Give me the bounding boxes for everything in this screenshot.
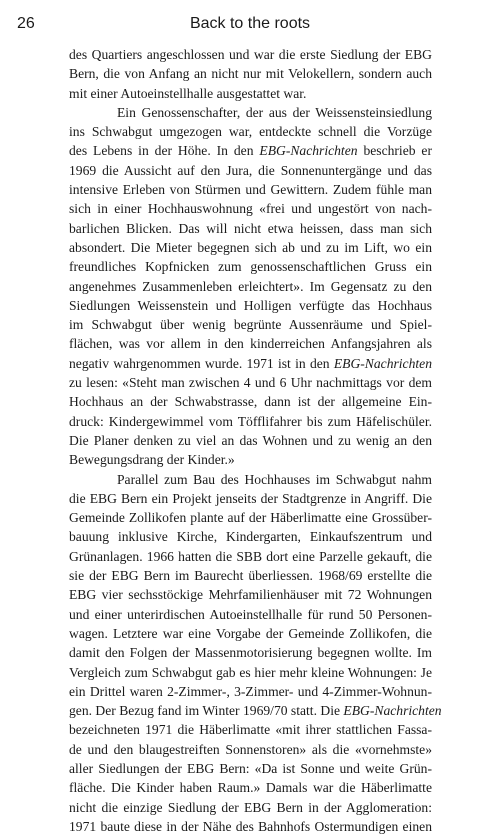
text-line-content: die EBG Bern ein Projekt jenseits der Stadtgrenze in Angriff. Die [69, 490, 432, 506]
text-line [69, 798, 432, 817]
body-text [69, 45, 442, 836]
text-line [69, 334, 432, 353]
text-line-content: de und den blaugestreiften Sonnenstoren» als die «vornehmste» [69, 741, 432, 757]
text-line [69, 373, 432, 392]
text-line [69, 547, 432, 566]
text-line [69, 701, 442, 720]
text-line [69, 277, 432, 296]
text-line-content: Die Planer denken zu viel an das Wohnen und zu wenig an den [69, 432, 432, 448]
text-line [69, 740, 432, 759]
text-line-content: gen. Der Bezug fand im Winter 1969/70 statt. Die [69, 703, 344, 719]
text-line [69, 643, 432, 662]
text-line [69, 161, 432, 180]
page-number: 26 [17, 15, 35, 32]
text-line [69, 663, 432, 682]
text-line-content: 1971 baute diese in der Nähe des Bahnhofs Ostermundigen einen [69, 818, 432, 834]
text-line-continuation: beschrieb er [357, 143, 432, 159]
text-line [69, 45, 432, 64]
text-line-content: wagen. Letztere war eine Vorgabe der Gemeinde Zollikofen, die [69, 625, 432, 641]
text-line-content: Hochhaus an der Schwabstrasse, dann ist der allgemeine Ein- [69, 394, 432, 410]
text-line-content: Bewegungsdrang der Kinder.» [69, 452, 235, 468]
text-line-content: intensive Erleben von Stürmen und Gewittern. Zudem fühle man [69, 182, 432, 198]
text-line-content: des Lebens in der Höhe. In den [69, 143, 260, 159]
text-line [69, 624, 432, 643]
text-line [69, 682, 432, 701]
text-line [69, 470, 432, 489]
text-line [69, 257, 432, 276]
text-line [69, 141, 432, 160]
text-line-content: barlichen Blicken. Das will nicht etwa heissen, dass man sich [69, 220, 432, 236]
text-line [69, 720, 432, 739]
text-line [69, 412, 432, 431]
text-line-content: Ein Genossenschafter, der aus der Weissensteinsiedlung [117, 104, 432, 120]
text-line-content: absondert. Die Mieter begegnen sich ab und zu im Lift, wo ein [69, 239, 432, 255]
text-line-content: EBG vier sechsstöckige Mehrfamilienhäuser mit 72 Wohnungen [69, 587, 432, 603]
text-line [69, 450, 432, 469]
text-line-content: sich in einer Hochhauswohnung «frei und ungestört von nach- [69, 201, 432, 217]
italic-title: EBG-Nachrichten [259, 143, 358, 159]
text-line [69, 392, 432, 411]
text-line-content: zu lesen: «Steht man zwischen 4 und 6 Uhr nachmittags vor dem [69, 375, 432, 391]
text-line-content: Grünanlagen. 1966 hatten die SBB dort eine Parzelle gekauft, die [69, 548, 432, 564]
text-line-content: Parallel zum Bau des Hochhauses im Schwabgut nahm [117, 471, 432, 487]
text-line-content: nicht die einzige Siedlung der EBG Bern in der Agglomeration: [69, 799, 432, 815]
text-line-content: angenehmes Zusammenleben erleichtert». Im Gegensatz zu den [69, 278, 432, 294]
text-line [69, 778, 432, 797]
text-line-content: freundliches Kopfnicken zum genossenschaftlichen Gruss ein [69, 259, 432, 275]
text-line [69, 180, 432, 199]
text-line [69, 122, 432, 141]
text-line-content: mit einer Autoeinstellhalle ausgestattet war. [69, 85, 307, 101]
text-line-content: Siedlungen Weissenstein und Holligen verfügte das Hochhaus [69, 297, 432, 313]
text-line-content: bauung inklusive Kirche, Kindergarten, Einkaufszentrum und [69, 529, 432, 545]
text-line [69, 296, 432, 315]
text-line [69, 605, 432, 624]
text-line [69, 508, 432, 527]
text-line [69, 199, 432, 218]
text-line [69, 219, 432, 238]
text-line-content: ein Drittel waren 2-Zimmer-, 3-Zimmer- und 4-Zimmer-Wohnun- [69, 683, 432, 699]
text-line-content: 1969 die Aussicht auf den Jura, die Sonnenuntergänge und das [69, 162, 432, 178]
text-line-content: fläche. Die Kinder haben Raum.» Damals war die Häberlimatte [69, 780, 432, 796]
text-line-content: druck: Kindergewimmel vom Töfflifahrer bis zum Häfelischüler. [69, 413, 432, 429]
text-line-content: Bern, die von Anfang an nicht nur mit Velokellern, sondern auch [69, 66, 432, 82]
text-line [69, 354, 432, 373]
text-line [69, 315, 432, 334]
text-line-content: flächen, was vor allem in den kinderreichen Anfangsjahren als [69, 336, 432, 352]
text-line [69, 84, 432, 103]
italic-title: EBG-Nachrichten [333, 355, 432, 371]
italic-title: EBG-Nachrichten [343, 703, 442, 719]
text-line [69, 566, 432, 585]
text-line-content: damit den Folgen der Massenmotorisierung begegnen wollte. Im [69, 645, 432, 661]
text-line-content: des Quartiers angeschlossen und war die erste Siedlung der EBG [69, 47, 432, 62]
running-head: Back to the roots [189, 15, 311, 32]
text-line-content: aller Siedlungen der EBG Bern: «Da ist Sonne und weite Grün- [69, 760, 432, 776]
text-line-content: im Schwabgut über wenig begrünte Aussenräume und Spiel- [69, 317, 432, 333]
text-line [69, 527, 432, 546]
text-line [69, 585, 432, 604]
text-line [69, 64, 432, 83]
text-line-content: bezeichneten 1971 die Häberlimatte «mit ihrer stattlichen Fassa- [69, 722, 432, 738]
text-line [69, 103, 432, 122]
text-line-content: ins Schwabgut umgezogen war, entdeckte schnell die Vorzüge [69, 124, 432, 140]
text-line [69, 238, 432, 257]
text-line-content: sie der EBG Bern im Baurecht überliessen. 1968/69 erstellte die [69, 568, 432, 584]
text-line-content: und einer unterirdischen Autoeinstellhalle für rund 50 Personen- [69, 606, 432, 622]
text-line [69, 489, 432, 508]
text-line [69, 431, 432, 450]
text-line [69, 817, 432, 836]
text-line [69, 759, 432, 778]
text-line-content: negativ wahrgenommen wurde. 1971 ist in den [69, 355, 334, 371]
text-line-content: Vergleich zum Schwabgut gab es hier mehr kleine Wohnungen: Je [69, 664, 432, 680]
text-line-content: Gemeinde Zollikofen plante auf der Häberlimatte eine Grossüber- [69, 510, 432, 526]
